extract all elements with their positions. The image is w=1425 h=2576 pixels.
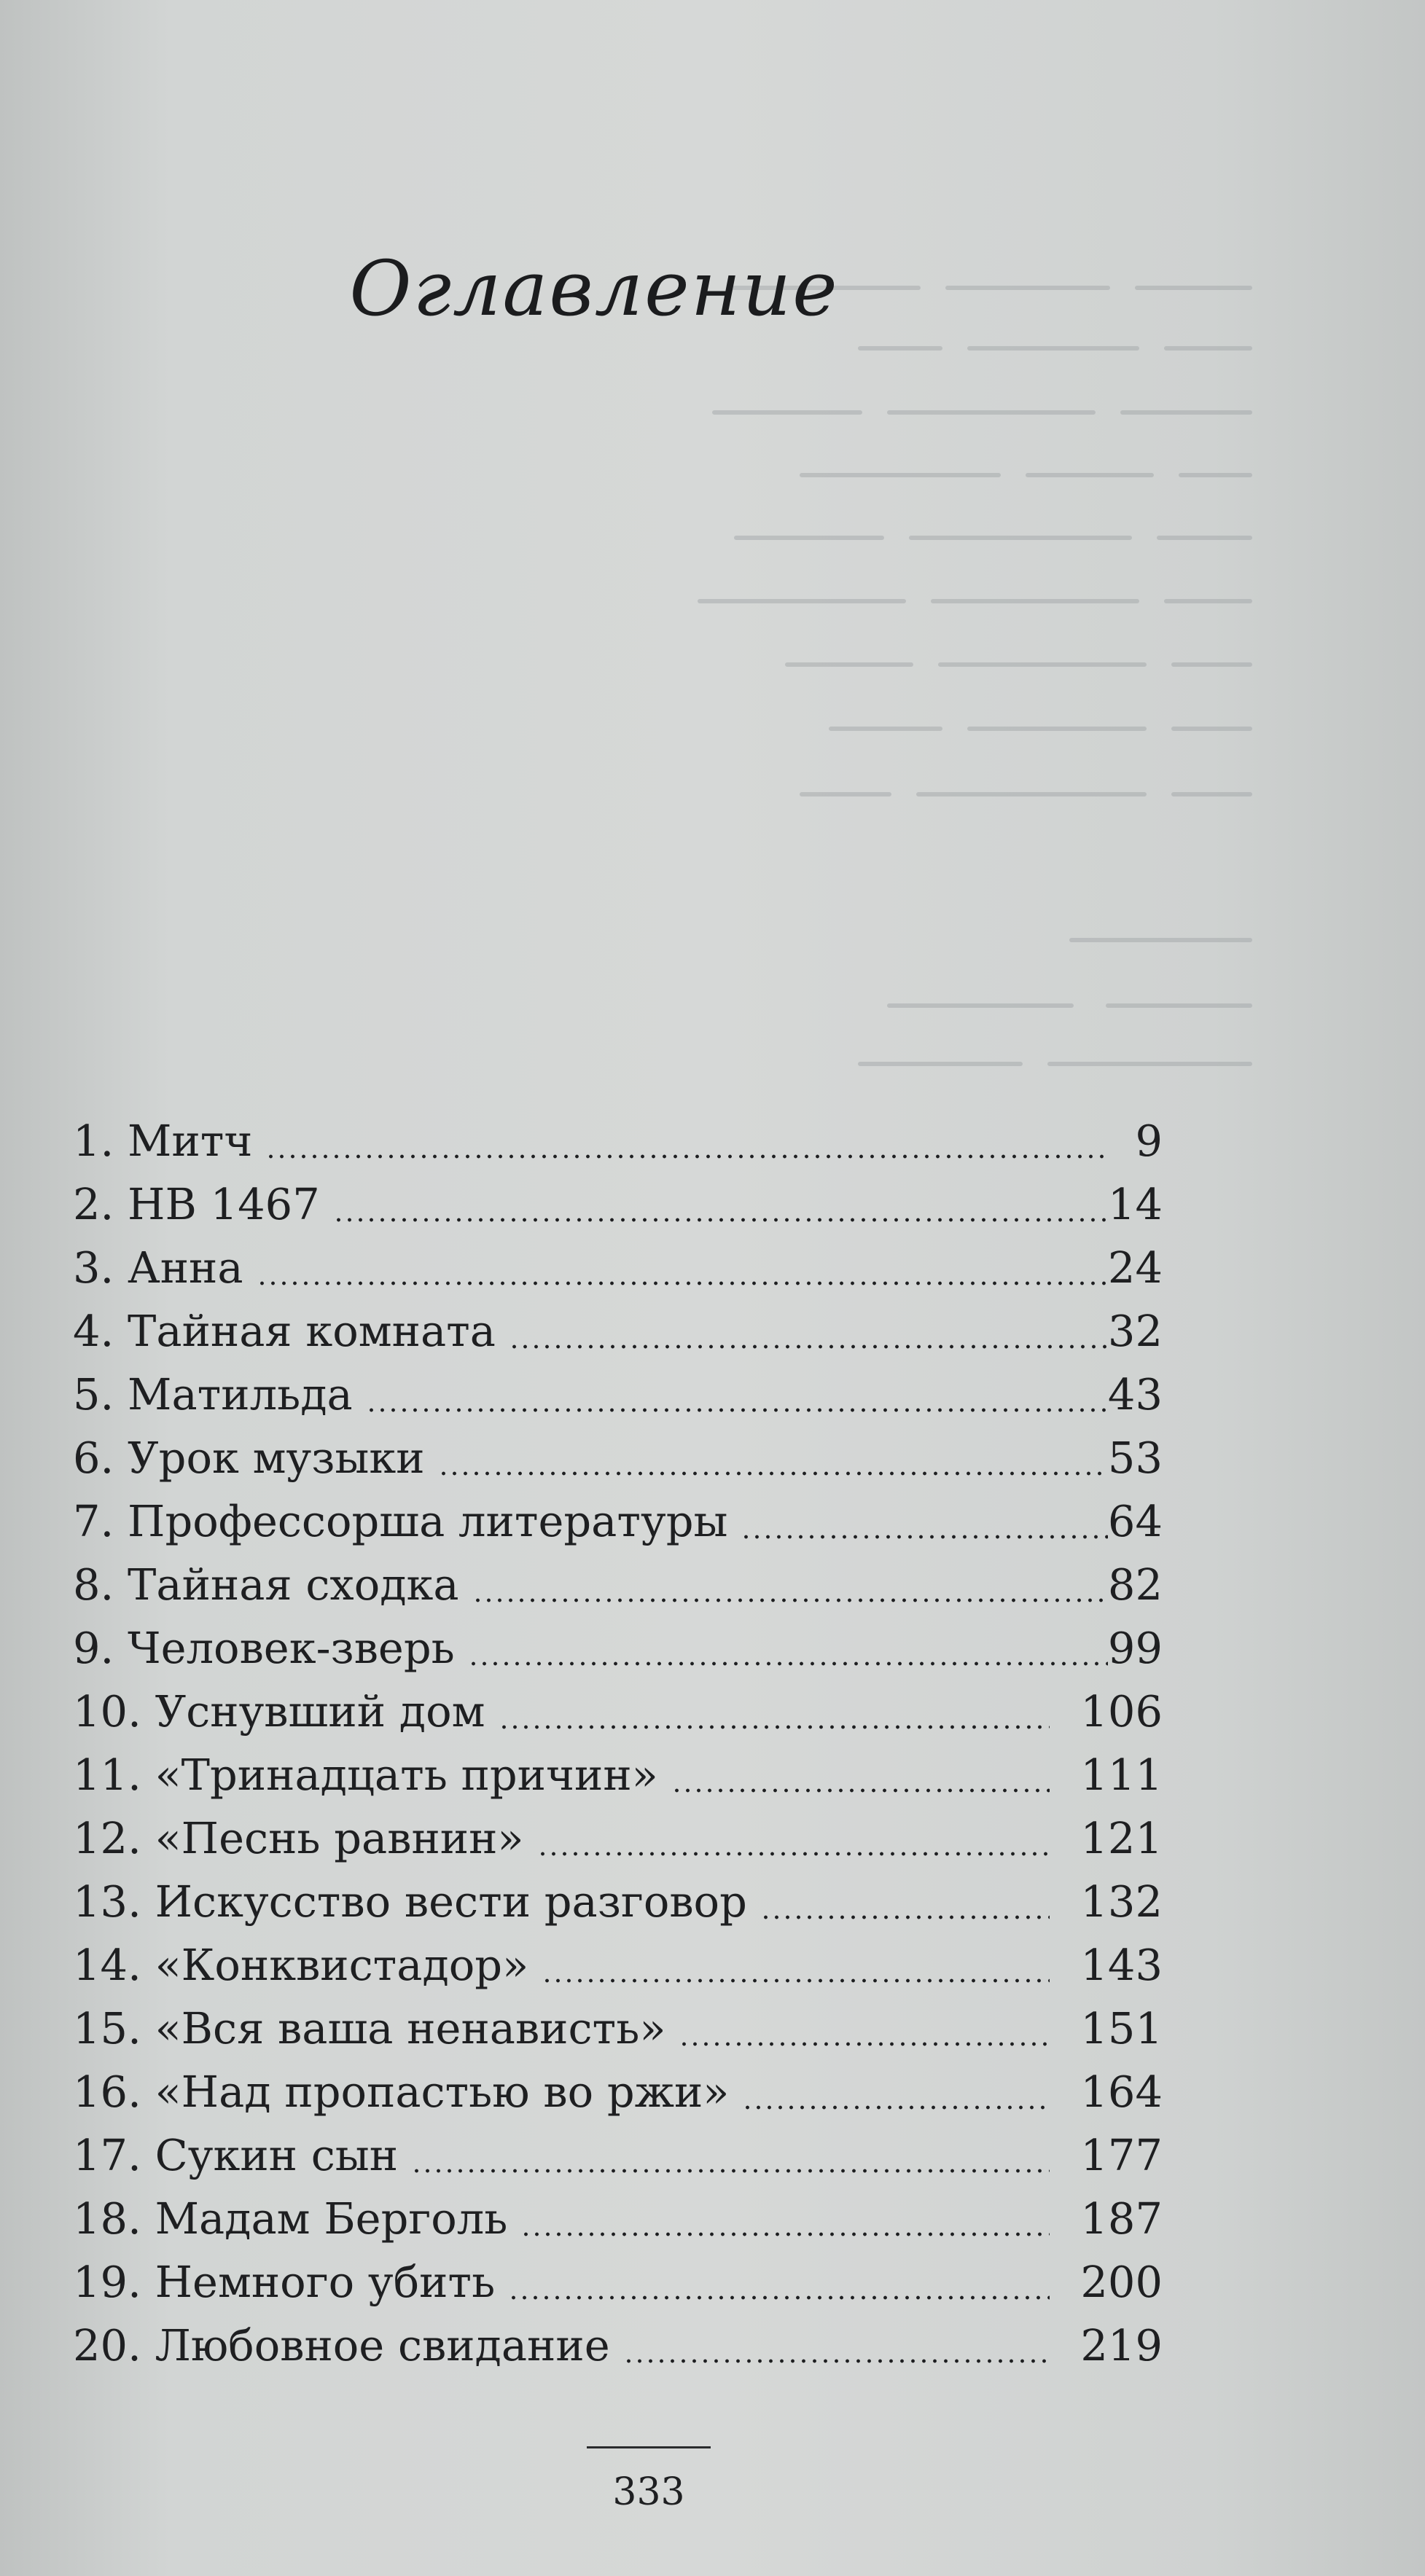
dot-leader <box>679 2040 1050 2048</box>
toc-entry-title: 15. «Вся ваша ненависть» <box>73 2003 666 2054</box>
toc-entry <box>73 1616 1166 1680</box>
toc-entry <box>73 1997 1166 2060</box>
toc-entry-page: 121 <box>1080 1813 1163 1863</box>
toc-entry-page: 177 <box>1080 2130 1163 2180</box>
toc-entry <box>73 1172 1166 1236</box>
toc-entry-title: 12. «Песнь равнин» <box>73 1813 524 1863</box>
dot-leader <box>472 1597 1108 1604</box>
toc-entry-title: 10. Уснувший дом <box>73 1686 485 1737</box>
dot-leader <box>520 2231 1050 2238</box>
dot-leader <box>509 1343 1108 1350</box>
toc-entry-page: 111 <box>1080 1750 1163 1800</box>
toc-entry-page: 187 <box>1080 2193 1163 2244</box>
dot-leader <box>499 1723 1050 1731</box>
toc-entry <box>73 1426 1166 1489</box>
toc-entry-title: 8. Тайная сходка <box>73 1559 459 1610</box>
toc-entry-page: 219 <box>1080 2320 1163 2371</box>
toc-entry-page: 43 <box>1107 1369 1163 1420</box>
toc-entry <box>73 1299 1166 1363</box>
toc-entry <box>73 1363 1166 1426</box>
toc-entry-title: 5. Матильда <box>73 1369 353 1420</box>
toc-entry-title: 7. Профессорша литературы <box>73 1496 728 1546</box>
toc-entry <box>73 2314 1166 2377</box>
toc-entry-title: 18. Мадам Берголь <box>73 2193 508 2244</box>
toc-entry <box>73 1553 1166 1616</box>
toc-entry-page: 164 <box>1080 2067 1163 2117</box>
toc-entry-page: 132 <box>1080 1876 1163 1927</box>
dot-leader <box>411 2167 1050 2174</box>
toc-entry <box>73 1489 1166 1553</box>
toc-entry-page: 24 <box>1107 1242 1163 1293</box>
toc-entry-title: 17. Сукин сын <box>73 2130 399 2180</box>
dot-leader <box>741 1533 1108 1540</box>
dot-leader <box>333 1216 1108 1224</box>
toc-entry <box>73 2187 1166 2250</box>
dot-leader <box>542 1977 1050 1984</box>
toc-entry-page: 106 <box>1080 1686 1163 1737</box>
toc-entry-page: 32 <box>1107 1306 1163 1356</box>
toc-entry <box>73 1743 1166 1806</box>
toc-entry-page: 99 <box>1107 1623 1163 1673</box>
toc-entry-title: 1. Митч <box>73 1116 253 1166</box>
toc-entry-title: 9. Человек-зверь <box>73 1623 455 1673</box>
toc-entry-title: 11. «Тринадцать причин» <box>73 1750 658 1800</box>
page-title: Оглавление <box>349 244 839 333</box>
toc-entry-page: 14 <box>1107 1179 1163 1229</box>
toc-entry-page: 200 <box>1080 2257 1163 2307</box>
toc-entry <box>73 1933 1166 1997</box>
toc-entry <box>73 1806 1166 1870</box>
toc-entry-page: 82 <box>1107 1559 1163 1610</box>
toc-entry-page: 64 <box>1107 1496 1163 1546</box>
dot-leader <box>537 1850 1050 1857</box>
dot-leader <box>468 1660 1108 1667</box>
toc-entry <box>73 1109 1166 1172</box>
toc-entry <box>73 2250 1166 2314</box>
table-of-contents <box>73 1109 1166 2377</box>
toc-entry-page: 143 <box>1080 1940 1163 1990</box>
dot-leader <box>760 1914 1050 1921</box>
toc-entry-title: 3. Анна <box>73 1242 243 1293</box>
toc-entry-page: 151 <box>1080 2003 1163 2054</box>
toc-entry-title: 14. «Конквистадор» <box>73 1940 529 1990</box>
dot-leader <box>257 1280 1108 1287</box>
toc-entry <box>73 1870 1166 1933</box>
dot-leader <box>366 1406 1108 1414</box>
dot-leader <box>265 1153 1108 1160</box>
page-number: 333 <box>612 2470 685 2514</box>
toc-entry-page: 53 <box>1107 1433 1163 1483</box>
footer-rule <box>587 2446 711 2448</box>
dot-leader <box>623 2357 1050 2365</box>
dot-leader <box>671 1787 1050 1794</box>
dot-leader <box>508 2294 1050 2301</box>
toc-entry-title: 2. НВ 1467 <box>73 1179 320 1229</box>
toc-entry <box>73 2123 1166 2187</box>
toc-entry-title: 6. Урок музыки <box>73 1433 425 1483</box>
toc-entry-page: 9 <box>1135 1116 1163 1166</box>
toc-entry <box>73 1236 1166 1299</box>
toc-entry-title: 13. Искусство вести разговор <box>73 1876 747 1927</box>
toc-entry-title: 20. Любовное свидание <box>73 2320 610 2371</box>
dot-leader <box>742 2104 1050 2111</box>
toc-entry <box>73 1680 1166 1743</box>
dot-leader <box>438 1470 1108 1477</box>
toc-entry-title: 4. Тайная комната <box>73 1306 496 1356</box>
toc-entry <box>73 2060 1166 2123</box>
toc-entry-title: 19. Немного убить <box>73 2257 496 2307</box>
toc-entry-title: 16. «Над пропастью во ржи» <box>73 2067 730 2117</box>
